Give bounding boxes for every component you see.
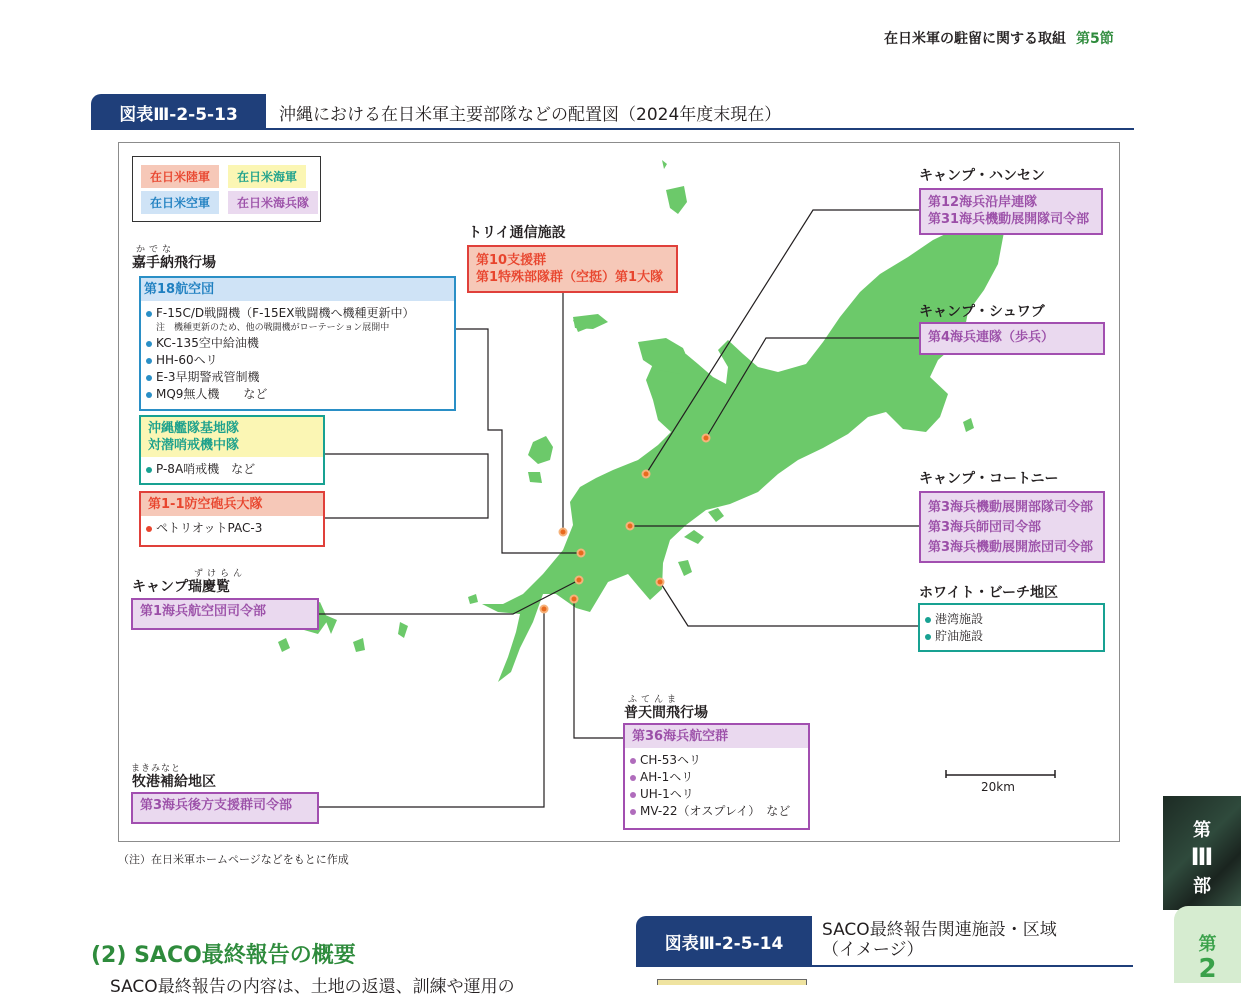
kadena-af-list [141, 301, 454, 407]
marker-white-beach [657, 579, 664, 586]
futenma-unit: 第36海兵航空群 [625, 725, 808, 748]
running-header-title: 在日米軍の駐留に関する取組 [884, 31, 1066, 47]
list-item: P-8A哨戒機 など [146, 461, 316, 478]
white-beach-box [918, 603, 1105, 652]
leader-makiminato [318, 609, 544, 807]
list-item: ペトリオットPAC-3 [146, 520, 316, 537]
legend-army: 在日米陸軍 [141, 165, 219, 188]
kadena-af-unit: 第18航空団 [141, 278, 454, 301]
torii-units: 第10支援群 第1特殊部隊群（空挺）第1大隊 [469, 247, 676, 291]
marker-futenma [571, 596, 578, 603]
marker-torii [560, 529, 567, 536]
part-tab-line2: Ⅲ [1190, 843, 1214, 871]
figure-title-rule [91, 128, 1134, 130]
schwab-name: キャンプ・シュワブ [919, 304, 1045, 320]
legend-navy: 在日米海軍 [228, 165, 306, 188]
kadena-ruby: かでな [136, 245, 176, 255]
white-beach-name: ホワイト・ビーチ地区 [919, 585, 1059, 601]
marker-courtney [627, 523, 634, 530]
leader-kadena-navy [324, 454, 488, 518]
iheya-island [666, 186, 687, 214]
legend-marines: 在日米海兵隊 [228, 191, 318, 214]
leader-futenma [574, 599, 623, 738]
figure-badge: 図表Ⅲ-2-5-13 [91, 94, 266, 130]
scale-bar [946, 770, 1055, 778]
hansen-name: キャンプ・ハンセン [919, 168, 1045, 184]
scale-label: 20km [981, 780, 1015, 794]
list-item: CH-53ヘリ [630, 752, 801, 769]
marker-makiminato [541, 606, 548, 613]
marker-schwab [703, 435, 710, 442]
list-item: 貯油施設 [925, 628, 1096, 645]
schwab-box [919, 322, 1105, 355]
zukeran-box [131, 598, 319, 630]
part-tab-line1: 第 [1193, 820, 1211, 841]
legend-air-force: 在日米空軍 [141, 191, 219, 214]
courtney-units: 第3海兵機動展開部隊司令部 第3海兵師団司令部 第3海兵機動展開旅団司令部 [921, 493, 1103, 561]
figure14-content-edge [657, 979, 807, 985]
chapter-tab-line1: 第 [1198, 934, 1217, 955]
makiminato-name: 牧港補給地区 [132, 774, 216, 790]
section-heading: (2) SACO最終報告の概要 [91, 943, 356, 968]
kadena-name: 嘉手納飛行場 [132, 255, 216, 271]
running-header [884, 28, 1114, 48]
list-item: E-3早期警戒管制機 [146, 369, 447, 386]
courtney-box [919, 491, 1105, 563]
futenma-list [625, 748, 808, 824]
map-legend [132, 156, 321, 222]
list-item: F-15C/D戦闘機（F-15EX戦闘機へ機種更新中） [146, 305, 447, 322]
zukeran-unit: 第1海兵航空団司令部 [133, 600, 317, 628]
part-tab-line3: 部 [1193, 876, 1211, 897]
kadena-army-unit: 第1-1防空砲兵大隊 [141, 493, 323, 516]
courtney-name: キャンプ・コートニー [919, 471, 1059, 487]
torii-box [467, 245, 678, 293]
kadena-navy-list [141, 457, 323, 482]
figure14-title-rule [636, 965, 1133, 967]
chapter-tab[interactable] [1174, 906, 1241, 983]
kadena-army-box [139, 491, 325, 547]
figure14-title: SACO最終報告関連施設・区域 （イメージ） [822, 920, 1057, 960]
marker-kadena [578, 550, 585, 557]
leader-kadena-af [454, 329, 581, 553]
zukeran-name: キャンプ瑞慶覧 [132, 579, 230, 595]
hansen-box [919, 188, 1103, 235]
land-masses [278, 160, 1004, 682]
makiminato-ruby: まきみなと [131, 764, 182, 774]
chapter-tab-line2: 2 [1198, 954, 1217, 984]
makiminato-box [131, 792, 319, 824]
list-item: UH-1ヘリ [630, 786, 801, 803]
makiminato-unit: 第3海兵後方支援群司令部 [133, 794, 317, 822]
schwab-unit: 第4海兵連隊（歩兵） [921, 324, 1103, 353]
running-header-section: 第5節 [1076, 31, 1114, 47]
part-tab[interactable] [1163, 796, 1241, 910]
body-text: SACO最終報告の内容は、土地の返還、訓練や運用の [110, 977, 515, 997]
list-item: MV-22（オスプレイ） など [630, 803, 801, 820]
ie-island [573, 314, 608, 329]
kadena-army-list [141, 516, 323, 541]
figure-note: （注）在日米軍ホームページなどをもとに作成 [118, 853, 349, 866]
torii-name: トリイ通信施設 [468, 225, 566, 241]
hansen-units: 第12海兵沿岸連隊 第31海兵機動展開隊司令部 [921, 190, 1101, 233]
list-item: MQ9無人機 など [146, 386, 447, 403]
kadena-af-note: 注 機種更新のため、他の戦闘機がローテーション展開中 [156, 323, 390, 333]
motobu-peninsula [638, 338, 690, 374]
list-item: KC-135空中給油機 [146, 335, 447, 352]
futenma-ruby: ふてんま [628, 695, 681, 705]
futenma-box [623, 723, 810, 830]
list-item: 港湾施設 [925, 611, 1096, 628]
figure14-badge: 図表Ⅲ-2-5-14 [636, 916, 812, 966]
list-item: HH-60ヘリ [146, 352, 447, 369]
marker-zukeran [576, 577, 583, 584]
list-item: AH-1ヘリ [630, 769, 801, 786]
white-beach-list [920, 605, 1103, 649]
zukeran-ruby: ずけらん [194, 569, 247, 579]
kadena-air-force-box [139, 276, 456, 411]
figure-title: 沖縄における在日米軍主要部隊などの配置図（2024年度末現在） [279, 105, 782, 125]
kadena-navy-unit: 沖縄艦隊基地隊 対潜哨戒機中隊 [141, 417, 323, 457]
leader-white-beach [660, 582, 919, 626]
marker-hansen [643, 471, 650, 478]
futenma-name: 普天間飛行場 [624, 705, 708, 721]
kadena-navy-box [139, 415, 325, 485]
